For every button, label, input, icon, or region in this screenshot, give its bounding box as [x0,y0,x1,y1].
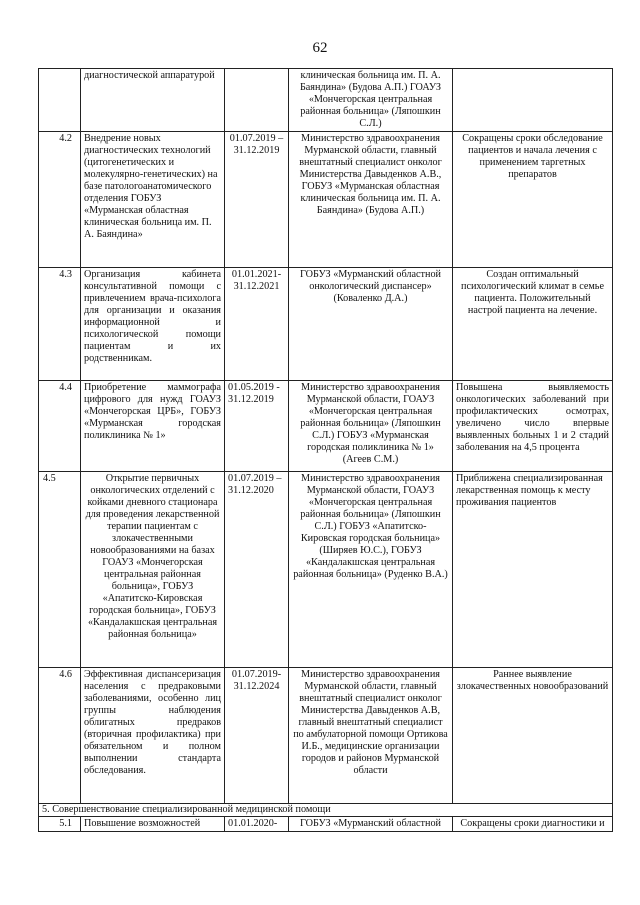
action-cell: Открытие первичных онкологических отделений с койками дневного стационара для проведения лекарственной терапии пациентам с злокачественными новообразованиями на базах ГОАУЗ «Мончегорская центральная районная больница», ГОБУЗ «Апатитско-Кировская городская больница», ГОБУЗ «Кандалакшская центральная районная больница» [81,472,225,668]
row-number: 5.1 [39,817,81,832]
row-number: 4.5 [39,472,81,668]
action-cell: диагностической аппаратурой [81,69,225,132]
period-cell: 01.05.2019 - 31.12.2019 [225,381,289,472]
table-row [39,132,613,268]
period-cell: 01.07.2019-31.12.2024 [225,668,289,804]
result-cell: Сокращены сроки обследование пациентов и начала лечения с применением таргетных препаратов [453,132,613,268]
responsible-cell: Министерство здравоохранения Мурманской области, главный внештатный специалист онколог Министерства Давыденков А.В., ГОБУЗ «Мурманская областная клиническая больница им. П. А. Баяндина» (Будова А.П.) [289,132,453,268]
action-cell: Повышение возможностей [81,817,225,832]
responsible-cell: ГОБУЗ «Мурманский областной [289,817,453,832]
period-cell: 01.01.2021-31.12.2021 [225,268,289,381]
action-cell: Приобретение маммографа цифрового для нужд ГОАУЗ «Мончегорская ЦРБ», ГОБУЗ «Мурманская городская поликлиника № 1» [81,381,225,472]
table-row [39,69,613,132]
row-number: 4.6 [39,668,81,804]
result-cell: Создан оптимальный психологический климат в семье пациента. Положительный настрой пациента на лечение. [453,268,613,381]
result-cell: Раннее выявление злокачественных новообразований [453,668,613,804]
period-cell: 01.07.2019 – 31.12.2019 [225,132,289,268]
action-cell: Внедрение новых диагностических технологий (цитогенетических и молекулярно-генетических) на базе патологоанатомического отделения ГОБУЗ «Мурманская областная клиническая больница им. П. А. Баяндина» [81,132,225,268]
row-number: 4.3 [39,268,81,381]
row-number: 4.2 [39,132,81,268]
table-row [39,668,613,804]
responsible-cell: клиническая больница им. П. А. Баяндина» (Будова А.П.) ГОАУЗ «Мончегорская центральная районная больница» (Ляпошкин С.Л.) [289,69,453,132]
table-row [39,817,613,832]
responsible-cell: Министерство здравоохранения Мурманской области, ГОАУЗ «Мончегорская центральная районная больница» (Ляпошкин С.Л.) ГОБУЗ «Апатитско-Кировская городская больница» (Ширяев Ю.С.), ГОБУЗ «Кандалакшская центральная районная больница» (Руденко В.А.) [289,472,453,668]
table-row [39,381,613,472]
table-row [39,268,613,381]
responsible-cell: Министерство здравоохранения Мурманской области, ГОАУЗ «Мончегорская центральная районная больница» (Ляпошкин С.Л.) ГОБУЗ «Мурманская городская поликлиника № 1» (Агеев С.М.) [289,381,453,472]
result-cell [453,69,613,132]
section-title: 5. Совершенствование специализированной медицинской помощи [39,804,613,817]
period-cell: 01.07.2019 – 31.12.2020 [225,472,289,668]
result-cell: Приближена специализированная лекарственная помощь к месту проживания пациентов [453,472,613,668]
row-number: 4.4 [39,381,81,472]
row-number [39,69,81,132]
page-number: 62 [312,40,328,56]
action-cell: Эффективная диспансеризация населения с предраковыми заболеваниями, особенно лиц группы наблюдения облигатных предраков (вторичная профилактика) при обязательном и полном выполнении стандарта обследования. [81,668,225,804]
result-cell: Повышена выявляемость онкологических заболеваний при профилактических осмотрах, увеличено число впервые выявленных больных 1 и 2 стадий заболевания на 4,5 процента [453,381,613,472]
period-cell: 01.01.2020- [225,817,289,832]
period-cell [225,69,289,132]
action-cell: Организация кабинета консультативной помощи с привлечением врача-психолога для организации и оказания информационной и психологической помощи пациентам и их родственникам. [81,268,225,381]
responsible-cell: ГОБУЗ «Мурманский областной онкологический диспансер» (Коваленко Д.А.) [289,268,453,381]
section-row [39,804,613,817]
table-row [39,472,613,668]
responsible-cell: Министерство здравоохранения Мурманской области, главный внештатный специалист онколог Министерства Давыденков А.В, главный внештатный специалист по амбулаторной помощи Ортикова И.Б., медицинские организации городов и районов Мурманской области [289,668,453,804]
result-cell: Сокращены сроки диагностики и [453,817,613,832]
action-plan-table [38,68,613,832]
